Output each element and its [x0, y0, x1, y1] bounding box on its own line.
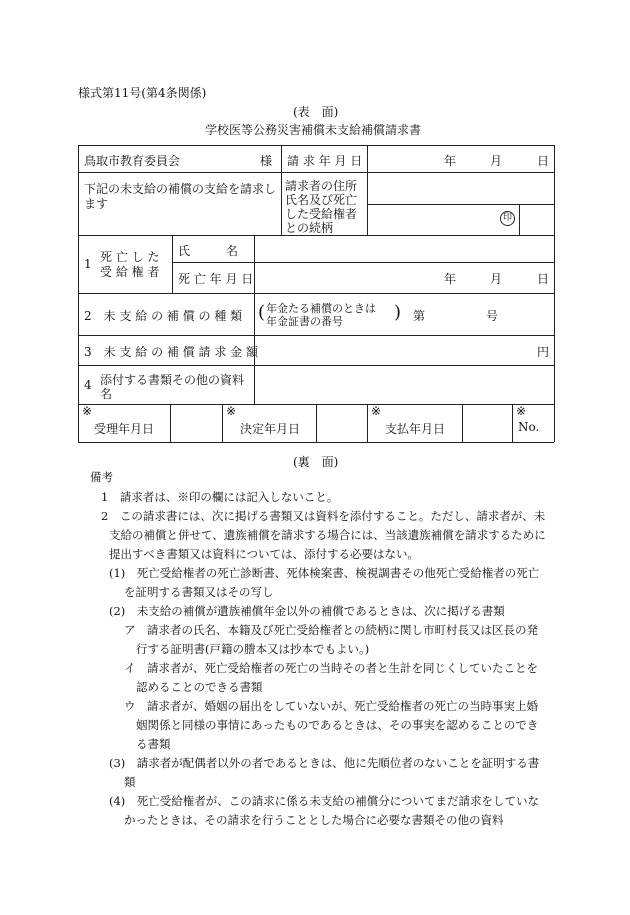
form-title: 学校医等公務災害補償未支給補償請求書: [205, 123, 422, 137]
number-label: No.: [518, 420, 540, 434]
back-side-label: (裏 面): [293, 455, 339, 469]
item2: (2) 未支給の補償が遺族補償年金以外の補償であるときは、次に掲げる書類: [109, 604, 505, 618]
item3-line2: 類: [124, 775, 136, 789]
decision-date-label: 決定年月日: [240, 422, 301, 436]
honorific: 様: [260, 154, 273, 168]
certificate-prefix: 第: [413, 309, 426, 323]
request-date-day: 日: [537, 154, 550, 168]
form-number: 様式第11号(第4条関係): [78, 86, 207, 100]
item2c-line2: 姻関係と同様の事情にあったものであるときは、その事実を認めることのでき: [136, 718, 539, 732]
row4-label-line1: 添付する書類その他の資料: [100, 373, 245, 387]
request-date-year: 年: [444, 154, 457, 168]
note2-line2: 支給の補償と併せて、遺族補償を請求する場合には、当該遺族補償を請求するために: [109, 528, 546, 542]
pension-note-line2: 年金証書の番号: [266, 315, 343, 328]
note1: 1 請求者は、※印の欄には記入しないこと。: [101, 490, 339, 504]
right-bracket: ): [394, 302, 402, 323]
addressee: 鳥取市教育委員会: [84, 154, 181, 168]
row1-label-line2: 受 給 権 者: [100, 265, 160, 279]
item2b-line2: 認めることのできる書類: [136, 680, 263, 694]
item1-line2: を証明する書類又はその写し: [124, 585, 274, 599]
item2c-line3: る書類: [136, 737, 171, 751]
item2a-line2: 行する証明書(戸籍の謄本又は抄本でもよい。): [136, 642, 370, 656]
item2b-line1: イ 請求者が、死亡受給権者の死亡の当時その者と生計を同じくしていたことを: [124, 661, 538, 675]
death-date-label: 死 亡 年 月 日: [178, 272, 254, 286]
row1-label-line1: 死 亡 し た: [100, 250, 160, 264]
office-mark-number: ※: [516, 404, 527, 418]
claimant-info-line1: 請求者の住所: [285, 179, 358, 193]
seal-mark: 印: [500, 211, 515, 226]
note2-line1: 2 この請求書には、次に掲げる書類又は資料を添付すること。ただし、請求者が、未: [101, 509, 546, 523]
receipt-date-label: 受理年月日: [94, 422, 155, 436]
item2c-line1: ウ 請求者が、婚姻の届出をしていないが、死亡受給権者の死亡の当時事実上婚: [124, 699, 538, 713]
request-date-label: 請 求 年 月 日: [287, 154, 363, 168]
front-side-label: (表 面): [293, 105, 339, 119]
row4-number: 4: [84, 378, 92, 392]
name-label: 氏 名: [178, 244, 239, 258]
request-statement-line2: ます: [84, 197, 109, 211]
row4-label-line2: 名: [100, 387, 113, 401]
item3-line1: (3) 請求者が配偶者以外の者であるときは、他に先順位者のないことを証明する書: [109, 756, 540, 770]
death-date-day: 日: [537, 272, 550, 286]
office-mark-receipt: ※: [82, 404, 93, 418]
death-date-year: 年: [444, 272, 457, 286]
pension-note-line1: 年金たる補償のときは: [266, 302, 376, 315]
payment-date-label: 支払年月日: [385, 422, 446, 436]
item1-line1: (1) 死亡受給権者の死亡診断書、死体検案書、検視調書その他死亡受給権者の死亡: [109, 566, 540, 580]
row2-label: 2 未 支 給 の 補 償 の 種 類: [84, 309, 243, 323]
currency-unit: 円: [537, 345, 550, 359]
row3-label: 3 未 支 給 の 補 償 請 求 金 額: [84, 345, 258, 359]
item4-line1: (4) 死亡受給権者が、この請求に係る未支給の補償分についてまだ請求をしていな: [109, 794, 540, 808]
notes-heading: 備考: [90, 470, 113, 484]
item4-line2: かったときは、その請求を行うこととした場合に必要な書類その他の資料: [124, 813, 504, 827]
death-date-month: 月: [490, 272, 503, 286]
claimant-info-line4: との続柄: [285, 221, 334, 235]
certificate-suffix: 号: [486, 309, 499, 323]
claimant-info-line2: 氏名及び死亡: [285, 193, 358, 207]
note2-line3: 提出すべき書類又は資料については、添付する必要はない。: [109, 547, 420, 561]
row1-number: 1: [84, 257, 92, 271]
left-bracket: (: [258, 302, 266, 323]
request-date-month: 月: [490, 154, 503, 168]
request-statement-line1: 下記の未支給の補償の支給を請求し: [84, 182, 277, 196]
office-mark-decision: ※: [226, 404, 237, 418]
office-mark-payment: ※: [371, 404, 382, 418]
claimant-info-line3: した受給権者: [285, 207, 358, 221]
item2a-line1: ア 請求者の氏名、本籍及び死亡受給権者との続柄に関し市町村長又は区長の発: [124, 623, 538, 637]
